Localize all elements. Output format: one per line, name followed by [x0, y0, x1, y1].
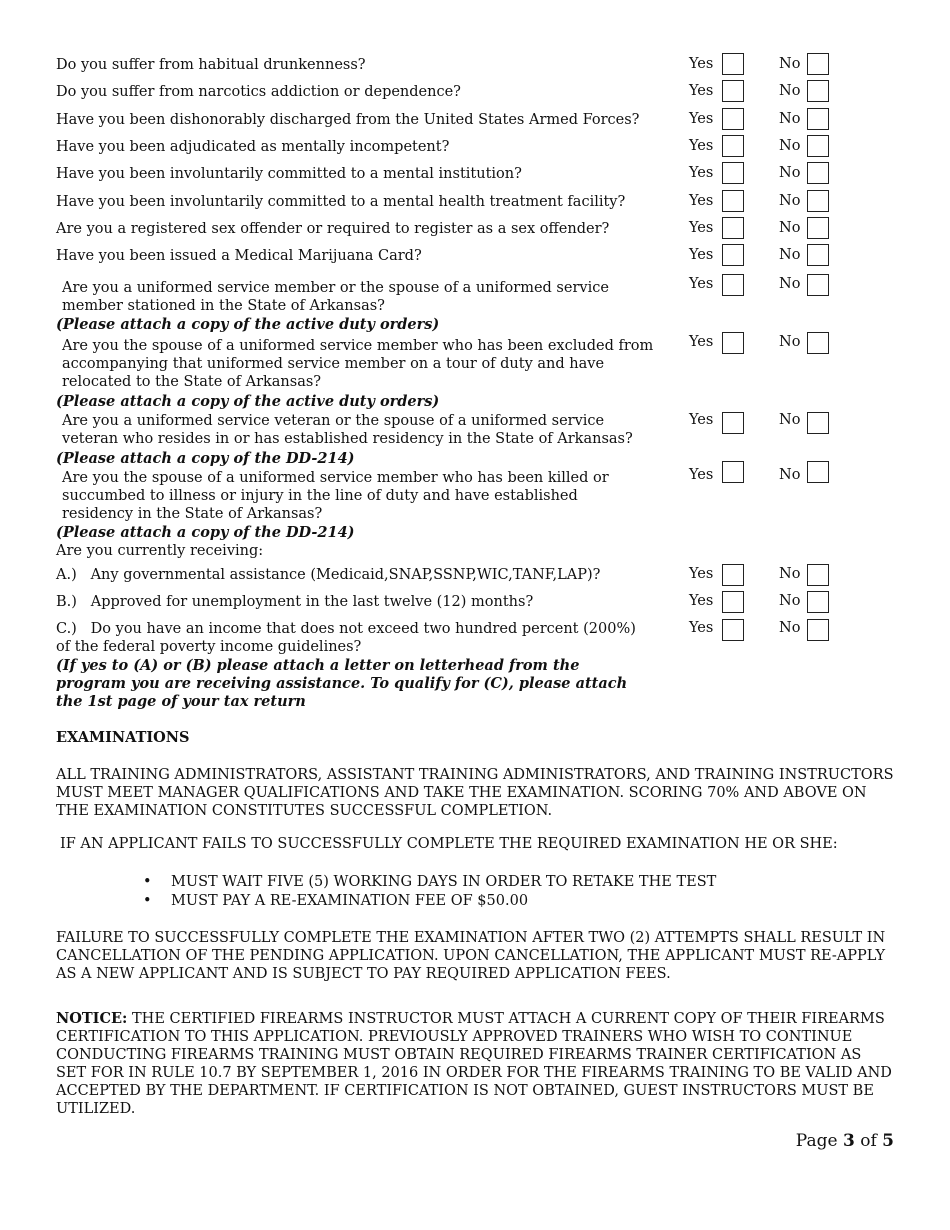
question-text: Are you a registered sex offender or required to register as a sex offender?	[56, 221, 610, 237]
no-label: No	[779, 56, 801, 72]
no-checkbox[interactable]	[807, 135, 829, 157]
no-checkbox[interactable]	[807, 162, 829, 184]
question-text: Have you been involuntarily committed to a mental health treatment facility?	[56, 194, 626, 210]
question-text: Have you been dishonorably discharged from the United States Armed Forces?	[56, 112, 640, 128]
question-text: Have you been involuntarily committed to a mental institution?	[56, 166, 522, 182]
bullet-icon: •	[143, 893, 152, 909]
page-label: Page	[795, 1131, 838, 1151]
no-label: No	[779, 247, 801, 263]
attachment-note: (Please attach a copy of the DD-214)	[56, 524, 355, 541]
no-label: No	[779, 467, 801, 483]
question-text: Are you a uniformed service member or the spouse of a uniformed service member stationed in the State of Arkansas?	[62, 280, 609, 314]
notice-text: THE CERTIFIED FIREARMS INSTRUCTOR MUST ATTACH A CURRENT COPY OF THEIR FIREARMS CERTIFICATION TO THIS APPLICATION. PREVIOUSLY APPROVED TRAINERS WHO WISH TO CONTINUE CONDUCTING FIREARMS TRAINING MUST OBTAIN REQUIRED FIREARMS TRAINER CERTIFICATION AS SET FOR IN RULE 10.7 BY SEPTEMBER 1, 2016 IN ORDER FOR THE FIREARMS TRAINING TO BE VALID AND ACCEPTED BY THE DEPARTMENT. IF CERTIFICATION IS NOT OBTAINED, GUEST INSTRUCTORS MUST BE UTILIZED.	[56, 1011, 892, 1117]
item-text: Any governmental assistance (Medicaid,SNAP,SSNP,WIC,TANF,LAP)?	[90, 567, 601, 583]
no-label: No	[779, 193, 801, 209]
total-pages: 5	[882, 1131, 894, 1151]
yes-label: Yes	[689, 412, 714, 428]
no-label: No	[779, 111, 801, 127]
yes-label: Yes	[689, 247, 714, 263]
yes-checkbox[interactable]	[722, 274, 744, 296]
yes-checkbox[interactable]	[722, 80, 744, 102]
yes-checkbox[interactable]	[722, 332, 744, 354]
no-label: No	[779, 138, 801, 154]
bullet-item: MUST WAIT FIVE (5) WORKING DAYS IN ORDER TO RETAKE THE TEST	[171, 874, 717, 890]
yes-label: Yes	[689, 334, 714, 350]
receiving-note: (If yes to (A) or (B) please attach a letter on letterhead from the program you are receiving assistance. To qualify for (C), please attach the 1st page of your tax return	[56, 657, 628, 710]
item-label: A.)	[56, 567, 77, 583]
no-checkbox[interactable]	[807, 564, 829, 586]
yes-checkbox[interactable]	[722, 564, 744, 586]
question-text: Are you a uniformed service veteran or the spouse of a uniformed service veteran who resides in or has established residency in the State of Arkansas?	[62, 413, 633, 447]
yes-checkbox[interactable]	[722, 217, 744, 239]
yes-checkbox[interactable]	[722, 619, 744, 641]
item-label: B.)	[56, 594, 77, 610]
bullet-icon: •	[143, 874, 152, 890]
receiving-intro: Are you currently receiving:	[56, 543, 264, 559]
yes-checkbox[interactable]	[722, 108, 744, 130]
examinations-heading: EXAMINATIONS	[56, 729, 190, 746]
no-label: No	[779, 593, 801, 609]
question-text: Have you been adjudicated as mentally incompetent?	[56, 139, 450, 155]
no-checkbox[interactable]	[807, 53, 829, 75]
item-text-cont: of the federal poverty income guidelines?	[56, 639, 362, 655]
no-checkbox[interactable]	[807, 412, 829, 434]
question-text: Do you suffer from habitual drunkenness?	[56, 57, 366, 73]
question-text: Have you been issued a Medical Marijuana Card?	[56, 248, 422, 264]
no-checkbox[interactable]	[807, 244, 829, 266]
no-checkbox[interactable]	[807, 217, 829, 239]
no-checkbox[interactable]	[807, 591, 829, 613]
receiving-b	[56, 593, 656, 611]
yes-checkbox[interactable]	[722, 244, 744, 266]
yes-checkbox[interactable]	[722, 135, 744, 157]
yes-label: Yes	[689, 620, 714, 636]
notice-paragraph	[56, 1010, 896, 1118]
yes-label: Yes	[689, 138, 714, 154]
no-checkbox[interactable]	[807, 274, 829, 296]
yes-checkbox[interactable]	[722, 461, 744, 483]
yes-checkbox[interactable]	[722, 53, 744, 75]
attachment-note: (Please attach a copy of the active duty orders)	[56, 393, 440, 410]
yes-label: Yes	[689, 467, 714, 483]
yes-label: Yes	[689, 276, 714, 292]
item-label: C.)	[56, 621, 77, 637]
no-checkbox[interactable]	[807, 332, 829, 354]
exam-paragraph: ALL TRAINING ADMINISTRATORS, ASSISTANT TRAINING ADMINISTRATORS, AND TRAINING INSTRUCTORS MUST MEET MANAGER QUALIFICATIONS AND TAKE THE EXAMINATION. SCORING 70% AND ABOVE ON THE EXAMINATION CONSTITUTES SUCCESSFUL COMPLETION.	[56, 767, 894, 819]
current-page: 3	[842, 1131, 855, 1151]
no-label: No	[779, 276, 801, 292]
no-checkbox[interactable]	[807, 461, 829, 483]
item-text: Do you have an income that does not exceed two hundred percent (200%)	[90, 621, 636, 637]
yes-label: Yes	[689, 165, 714, 181]
no-checkbox[interactable]	[807, 190, 829, 212]
attachment-note: (Please attach a copy of the active duty orders)	[56, 316, 440, 333]
no-label: No	[779, 83, 801, 99]
yes-label: Yes	[689, 111, 714, 127]
no-label: No	[779, 566, 801, 582]
attachment-note: (Please attach a copy of the DD-214)	[56, 450, 355, 467]
yes-checkbox[interactable]	[722, 591, 744, 613]
yes-label: Yes	[689, 56, 714, 72]
question-text: Are you the spouse of a uniformed service member who has been killed or succumbed to illness or injury in the line of duty and have established residency in the State of Arkansas?	[62, 470, 609, 522]
yes-label: Yes	[689, 593, 714, 609]
yes-checkbox[interactable]	[722, 190, 744, 212]
bullet-item: MUST PAY A RE-EXAMINATION FEE OF $50.00	[171, 893, 529, 909]
yes-checkbox[interactable]	[722, 162, 744, 184]
yes-label: Yes	[689, 193, 714, 209]
item-text: Approved for unemployment in the last twelve (12) months?	[90, 594, 534, 610]
receiving-c	[56, 620, 676, 656]
question-text: Do you suffer from narcotics addiction or dependence?	[56, 84, 461, 100]
of-label: of	[860, 1131, 877, 1151]
receiving-a	[56, 566, 656, 584]
page-number	[796, 1131, 894, 1151]
question-text: Are you the spouse of a uniformed service member who has been excluded from accompanying that uniformed service member on a tour of duty and have relocated to the State of Arkansas?	[62, 338, 654, 390]
yes-label: Yes	[689, 220, 714, 236]
no-label: No	[779, 334, 801, 350]
no-checkbox[interactable]	[807, 108, 829, 130]
no-checkbox[interactable]	[807, 619, 829, 641]
yes-checkbox[interactable]	[722, 412, 744, 434]
notice-label: NOTICE:	[56, 1010, 128, 1027]
exam-paragraph: FAILURE TO SUCCESSFULLY COMPLETE THE EXAMINATION AFTER TWO (2) ATTEMPTS SHALL RESULT IN CANCELLATION OF THE PENDING APPLICATION. UPON CANCELLATION, THE APPLICANT MUST RE-APPLY AS A NEW APPLICANT AND IS SUBJECT TO PAY REQUIRED APPLICATION FEES.	[56, 930, 886, 982]
no-checkbox[interactable]	[807, 80, 829, 102]
yes-label: Yes	[689, 83, 714, 99]
no-label: No	[779, 412, 801, 428]
exam-paragraph: IF AN APPLICANT FAILS TO SUCCESSFULLY COMPLETE THE REQUIRED EXAMINATION HE OR SHE:	[60, 836, 838, 852]
yes-label: Yes	[689, 566, 714, 582]
no-label: No	[779, 620, 801, 636]
no-label: No	[779, 220, 801, 236]
no-label: No	[779, 165, 801, 181]
